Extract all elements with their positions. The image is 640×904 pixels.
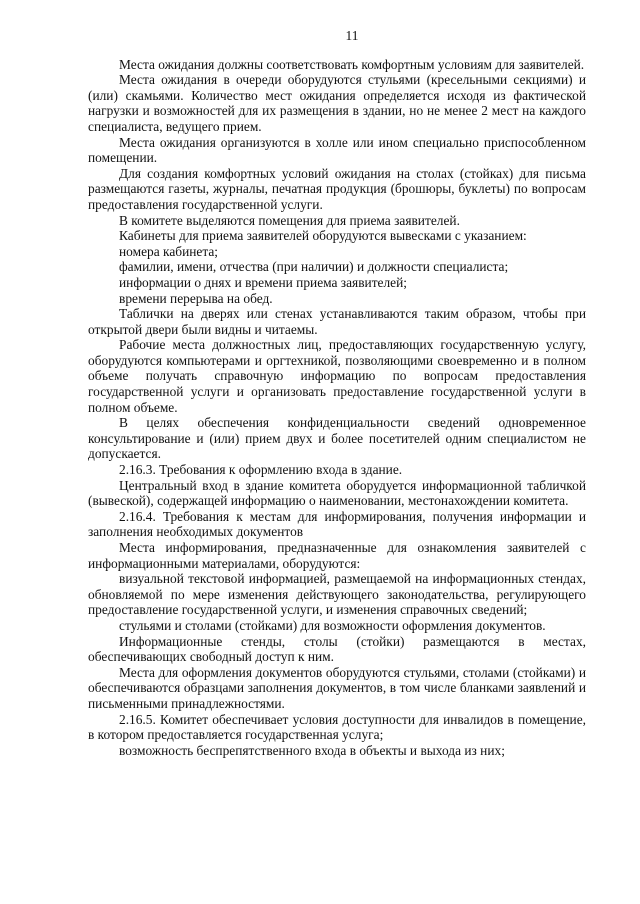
list-item: информации о днях и времени приема заявителей; [119, 274, 407, 290]
paragraph: В целях обеспечения конфиденциальности сведений одновременное консультирование и (или) прием двух и более посетителей одним специалистом не допускается. [88, 415, 586, 462]
paragraph: Центральный вход в здание комитета оборудуется информационной табличкой (вывеской), содержащей информацию о наименовании, местонахождении комитета. [88, 477, 586, 509]
section-heading: 2.16.5. Комитет обеспечивает условия доступности для инвалидов в помещение, в котором предоставляется государственная услуга; [88, 711, 586, 743]
paragraph: Информационные стенды, столы (стойки) размещаются в местах, обеспечивающих свободный доступ к ним. [88, 633, 586, 665]
paragraph: Таблички на дверях или стенах устанавливаются таким образом, чтобы при открытой двери были видны и читаемы. [88, 306, 586, 337]
section-heading: 2.16.3. Требования к оформлению входа в здание. [119, 462, 403, 478]
list-item: времени перерыва на обед. [119, 290, 273, 306]
page-number: 11 [345, 28, 359, 43]
list-item: стульями и столами (стойками) для возможности оформления документов. [119, 617, 546, 633]
paragraph: Для создания комфортных условий ожидания на столах (стойках) для письма размещаются газеты, журналы, печатная продукция (брошюры, буклеты) по вопросам предоставления государственной услуги. [88, 165, 586, 212]
list-item: визуальной текстовой информацией, размещаемой на информационных стендах, обновляемой по мере изменения действующего законодательства, регулирующего предоставление государственной услуги, и изменения справочных сведений; [88, 571, 586, 618]
section-heading: 2.16.4. Требования к местам для информирования, получения информации и заполнения необходимых документов [88, 508, 586, 540]
document-body [88, 57, 586, 759]
paragraph: В комитете выделяются помещения для приема заявителей. [119, 212, 460, 228]
paragraph: Места ожидания в очереди оборудуются стульями (кресельными секциями) и (или) скамьями. Количество мест ожидания определяется исходя из фактической нагрузки и возможностей для их размещения в здании, но не менее 2 мест на каждого специалиста, ведущего прием. [88, 72, 586, 134]
paragraph: Места информирования, предназначенные для ознакомления заявителей с информационными материалами, оборудуются: [88, 540, 586, 571]
list-item: фамилии, имени, отчества (при наличии) и должности специалиста; [119, 259, 509, 275]
paragraph: Рабочие места должностных лиц, предоставляющих государственную услугу, оборудуются компьютерами и оргтехникой, позволяющими своевременно и в полном объеме получать справочную информацию по вопросам предоставления государственной услуги и организовать предоставление государственной услуги в полном объеме. [88, 337, 586, 415]
paragraph: Кабинеты для приема заявителей оборудуются вывесками с указанием: [119, 228, 527, 244]
list-item: номера кабинета; [119, 243, 219, 259]
paragraph: Места для оформления документов оборудуются стульями, столами (стойками) и обеспечиваются образцами заполнения документов, в том числе бланками заявлений и письменными принадлежностями. [88, 664, 586, 711]
paragraph: Места ожидания организуются в холле или ином специально приспособленном помещении. [88, 134, 586, 166]
paragraph: Места ожидания должны соответствовать комфортным условиям для заявителей. [119, 56, 585, 72]
list-item: возможность беспрепятственного входа в объекты и выхода из них; [119, 742, 505, 758]
